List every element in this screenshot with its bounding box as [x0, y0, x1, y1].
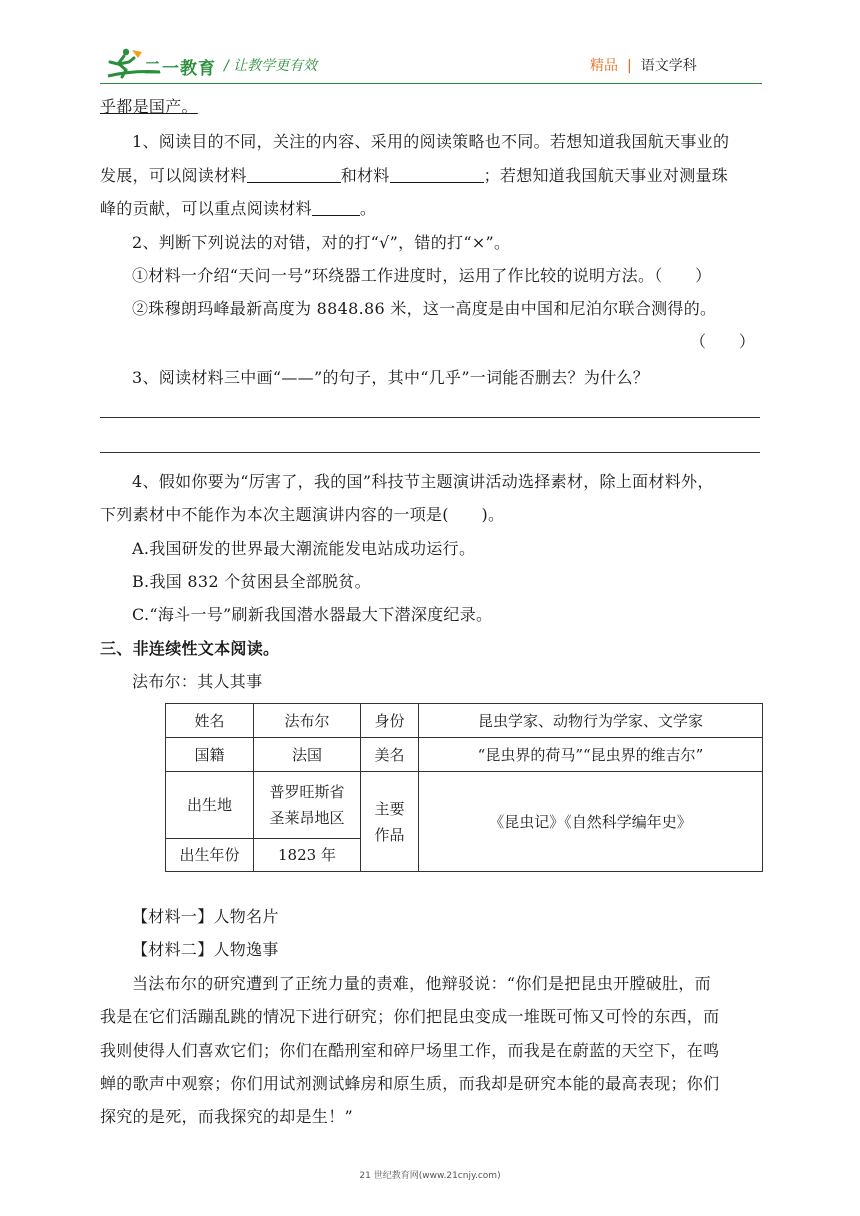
q3-title: 3、阅读材料三中画“——”的句子，其中“几乎”一词能否删去？为什么？ [132, 368, 650, 387]
answer-blank[interactable] [390, 166, 484, 183]
premium-label: 精品 [590, 58, 618, 74]
header-subject [590, 55, 697, 75]
table-cell: 姓名 [166, 704, 254, 738]
table-cell: 《昆虫记》《自然科学编年史》 [419, 772, 763, 872]
paragraph-line: 蝉的歌声中观察；你们用试剂测试蜂房和原生质，而我却是研究本能的最高表现；你们 [100, 1074, 720, 1093]
table-cell: 美名 [361, 738, 419, 772]
header-divider: | [627, 58, 632, 74]
answer-line[interactable] [100, 417, 760, 418]
q2-item1: ①材料一介绍“天问一号”环绕器工作进度时，运用了作比较的说明方法。（ ） [132, 266, 712, 285]
table-cell: 昆虫学家、动物行为学家、文学家 [419, 704, 763, 738]
table-row [166, 772, 763, 839]
q1-line2 [100, 165, 728, 187]
answer-line[interactable] [100, 452, 760, 453]
material-one-heading: 【材料一】人物名片 [132, 907, 279, 926]
paragraph-line: 我则使得人们喜欢它们；你们在酷刑室和碎尸场里工作，而我是在蔚蓝的天空下，在鸣 [100, 1041, 720, 1060]
q2-title: 2、判断下列说法的对错，对的打“√”，错的打“×”。 [132, 233, 511, 252]
birthplace-line: 圣莱昂地区 [269, 809, 345, 827]
q4-line1: 4、假如你要为“厉害了，我的国”科技节主题演讲活动选择素材，除上面材料外， [132, 472, 714, 491]
table-cell: 1823 年 [254, 839, 361, 872]
subject-label: 语文学科 [640, 58, 697, 74]
q1-text: 和材料 [340, 166, 390, 185]
brand-slogan: / 让教学更有效 [224, 58, 318, 74]
works-label-line: 主要 [374, 799, 405, 818]
material-two-heading: 【材料二】人物逸事 [132, 940, 279, 959]
table-cell [254, 772, 361, 839]
brand-name: 二一教育 [144, 59, 216, 79]
paragraph-line: 当法布尔的研究遭到了正统力量的责难，他辩驳说：“你们是把昆虫开膛破肚，而 [132, 974, 711, 993]
answer-blank[interactable] [312, 199, 360, 216]
paragraph-line: 探究的是死，而我探究的却是生！” [100, 1107, 353, 1126]
answer-blank[interactable] [247, 166, 341, 183]
table-cell: 出生地 [166, 772, 254, 839]
birthplace-line: 普罗旺斯省 [269, 783, 345, 801]
q2-item2-answer[interactable]: （ ） [690, 332, 756, 351]
q4-line2: 下列素材中不能作为本次主题演讲内容的一项是( )。 [100, 505, 505, 524]
section-subtitle: 法布尔：其人其事 [132, 672, 263, 691]
table-cell: 法布尔 [254, 704, 361, 738]
q1-text: ；若想知道我国航天事业对测量珠 [483, 166, 729, 185]
q2-item2: ②珠穆朗玛峰最新高度为 8848.86 米，这一高度是由中国和尼泊尔联合测得的。 [132, 299, 717, 318]
page-footer: 21 世纪教育网(www.21cnjy.com) [359, 1171, 501, 1181]
table-cell: 身份 [361, 704, 419, 738]
table-cell: 法国 [254, 738, 361, 772]
table-cell: “昆虫界的荷马”“昆虫界的维吉尔” [419, 738, 763, 772]
section-heading: 三、非连续性文本阅读。 [100, 639, 280, 658]
works-label-line: 作品 [374, 825, 405, 844]
q1-line3 [100, 198, 376, 220]
table-cell [361, 772, 419, 872]
q4-option-c: C.“海斗一号”刷新我国潜水器最大下潜深度纪录。 [132, 605, 493, 624]
paragraph-line: 我是在它们活蹦乱跳的情况下进行研究；你们把昆虫变成一堆既可怖又可怜的东西，而 [100, 1007, 720, 1026]
table-cell: 国籍 [166, 738, 254, 772]
q1-line1: 1、阅读目的不同，关注的内容、采用的阅读策略也不同。若想知道我国航天事业的 [132, 132, 730, 151]
q1-text: 。 [359, 199, 377, 218]
table-cell: 出生年份 [166, 839, 254, 872]
page-header [0, 0, 860, 92]
table-row [166, 738, 763, 772]
previous-text-line: 乎都是国产。 [100, 97, 198, 116]
q1-text: 发展，可以阅读材料 [100, 166, 247, 185]
table-row [166, 704, 763, 738]
q4-option-a: A.我国研发的世界最大潮流能发电站成功运行。 [132, 539, 476, 558]
q1-text: 峰的贡献，可以重点阅读材料 [100, 199, 312, 218]
q4-option-b: B.我国 832 个贫困县全部脱贫。 [132, 572, 371, 591]
header-divider-line [100, 83, 762, 84]
fabre-info-table [165, 703, 763, 872]
